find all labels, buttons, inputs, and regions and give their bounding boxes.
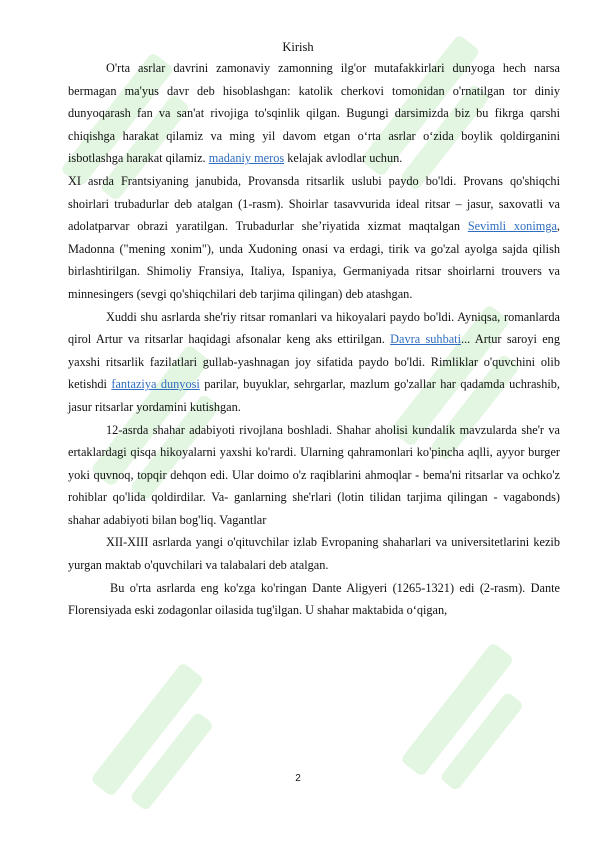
page-title: Kirish — [282, 40, 314, 54]
paragraph-text: parilar, buyuklar, sehrgarlar, mazlum go'zallar har qadamda uchrashib, jasur ritsarlar yordamini kutishgan. — [68, 377, 561, 414]
paragraph-1 — [68, 57, 560, 170]
paragraph-text: O'rta asrlar davrini zamonaviy zamonning ilg'or mutafakkirlari dunyoga hech narsa bermagan ma'yus davr deb hisoblashgan: katolik cherkovi tomonidan o'rnatilgan tor diniy dunyoqarash fan va san'at rivojiga to'sqinlik qilgan. Bugungi darsimizda biz bu fikrga qarshi chiqishga harakat qilamiz va ming yil davom etgan o‘rta asrlar o‘zida boylik qoldirganini isbotlashga harakat qilamiz. — [68, 61, 560, 166]
body-text — [68, 57, 560, 622]
page-number: 2 — [295, 773, 301, 784]
link-davra-suhbati[interactable]: Davra suhbati — [390, 332, 462, 347]
paragraph-6: Bu o'rta asrlarda eng ko'zga ko'ringan Dante Aligyeri (1265-1321) edi (2-rasm). Dante Florensiyada eski zodagonlar oilasida tug'ilgan. U shahar maktabida o‘qigan, — [68, 580, 560, 618]
paragraph-text: kelajak avlodlar uchun. — [287, 151, 403, 166]
paragraph-text: ... Artur saroyi eng yaxshi ritsarlik fazilatlari gullab-yashnagan joy sifatida paydo bo'ldi. Rimliklar o'quvchini olib ketishdi — [68, 332, 560, 392]
paragraph-text: , Madonna ("mening xonim"), unda Xudoning onasi va erdagi, tirik va go'zal ayolga sajda qilish birlashtirilgan. Shimoliy Fransiya, Italiya, Ispaniya, Germaniyada ritsar shoirlarni trouvers va minnesingers (sevgi qo'shiqchilari deb tarjima qilingan) deb atashgan. — [68, 219, 560, 301]
paragraph-text: XI asrda Frantsiyaning janubida, Provansda ritsarlik uslubi paydo bo'ldi. Provans qo'shiqchi shoirlari trubadurlar deb atalgan (1-rasm). Shoirlar tasavvurida ideal ritsar – jasur, saxovatli va adolatparvar obrazi yaratilgan. Trubadurlar she’riyatida xizmat maqtalgan — [68, 173, 560, 234]
paragraph-5: XII-XIII asrlarda yangi o'qituvchilar izlab Evropaning shaharlari va universitetlarini kezib yurgan maktab o'quvchilari va talabalari deb atalgan. — [68, 535, 560, 573]
paragraph-4: 12-asrda shahar adabiyoti rivojlana boshladi. Shahar aholisi kundalik mavzularda she'r va ertaklardagi qisqa hikoyalarni yaxshi ko'rardi. Ularning qahramonlari ko'pincha aqlli, ayyor burger yoki quvnoq, topqir dehqon edi. Ular doimo o'z raqiblarini ahmoqlar - bema'ni ritsarlar va ochko'z rohiblar qo'lida qoldirdilar. Va- ganlarning she'rlari (lotin tilidan tarjima qilingan - vagabonds) shahar adabiyoti bilan bog'liq. Vagantlar — [68, 422, 560, 527]
link-fantaziya-dunyosi[interactable]: fantaziya dunyosi — [111, 377, 200, 392]
paragraph-text: Xuddi shu asrlarda she'riy ritsar romanlari va hikoyalari paydo bo'ldi. Ayniqsa, romanlarda qirol Artur va ritsarlar haqidagi afsonalar keng aks ettirilgan. — [68, 309, 560, 347]
link-madaniy-meros[interactable]: madaniy meros — [208, 151, 285, 166]
paragraph-2 — [68, 170, 560, 306]
link-sevimli-xonimga[interactable]: Sevimli xonimga — [467, 219, 557, 234]
paragraph-3 — [68, 306, 560, 419]
